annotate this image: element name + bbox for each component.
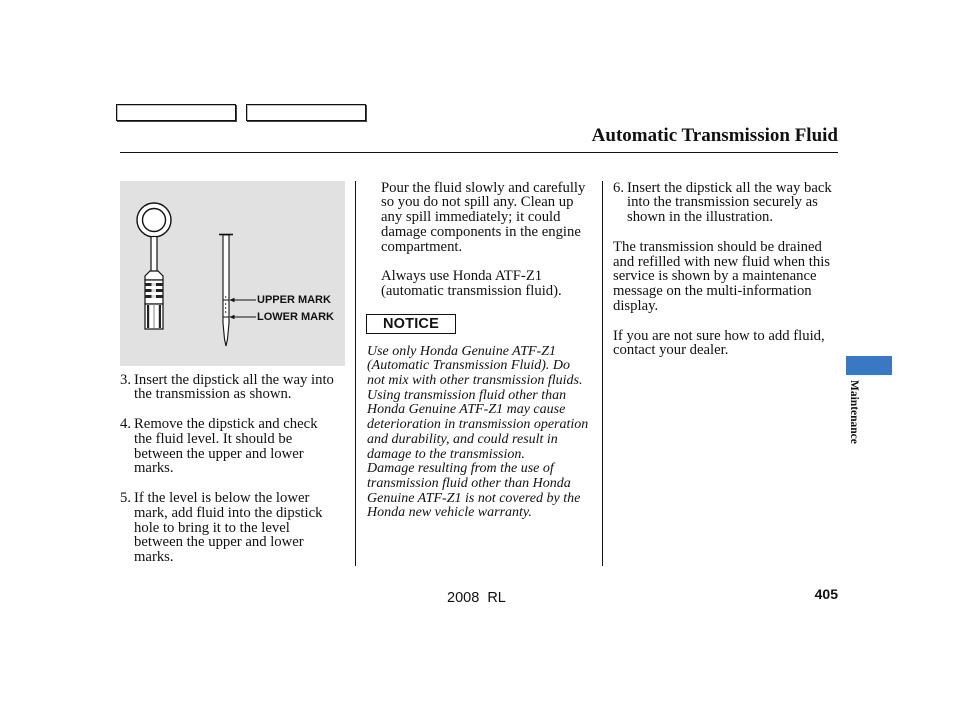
- footer-model: 2008 RL: [447, 590, 506, 606]
- notice-text-line: Damage resulting from the use of: [367, 461, 554, 477]
- step-number: 6.: [613, 179, 625, 196]
- nav-button-left[interactable]: [116, 104, 236, 121]
- step-4: [120, 417, 350, 476]
- notice-text-line: Genuine ATF-Z1 is not covered by the: [367, 490, 581, 506]
- dipstick-handle: [137, 203, 171, 329]
- title-rule: [120, 152, 838, 153]
- grip-highlight: [152, 281, 157, 303]
- step-number: 4.: [120, 415, 132, 432]
- section-tab-label: Maintenance: [848, 380, 860, 444]
- right-column: [613, 181, 841, 373]
- section-tab[interactable]: [846, 356, 892, 375]
- dipstick-illustration: [120, 181, 345, 366]
- notice-text-line: Using transmission fluid other than: [367, 387, 567, 403]
- step-3-text-line: the transmission as shown.: [134, 386, 292, 403]
- notice-text: [367, 345, 597, 521]
- page-number: 405: [814, 586, 838, 602]
- step-6-text: [627, 181, 841, 225]
- drain-refill-note-line: display.: [613, 297, 659, 314]
- nav-button-right[interactable]: [246, 104, 366, 121]
- drain-refill-note-line: The transmission should be drained: [613, 238, 822, 255]
- dipstick-cap: [145, 271, 163, 280]
- dipstick-drawing: [120, 181, 345, 366]
- middle-column: [381, 181, 596, 314]
- step-3-text: [134, 373, 350, 403]
- step-number: 5.: [120, 489, 132, 506]
- notice-text-line: damage to the transmission.: [367, 446, 525, 462]
- column-divider-right: [602, 181, 603, 566]
- left-column: [120, 373, 350, 580]
- step-5-text-line: mark, add fluid into the dipstick: [134, 504, 323, 521]
- dealer-note-line: If you are not sure how to add fluid,: [613, 327, 825, 344]
- dipstick-blade: [223, 235, 229, 346]
- step-4-text: [134, 417, 350, 476]
- drain-refill-note-line: message on the multi-information: [613, 283, 812, 300]
- step-6-text-line: into the transmission securely as: [627, 194, 818, 211]
- lower-mark-callout: [230, 311, 335, 323]
- notice-label: NOTICE: [383, 316, 439, 332]
- step-4-text-line: Remove the dipstick and check: [134, 415, 318, 432]
- step-4-text-line: marks.: [134, 460, 174, 477]
- column-divider-left: [355, 181, 356, 566]
- step-5-text-line: between the upper and lower: [134, 534, 304, 551]
- notice-text-line: not mix with other transmission fluids.: [367, 373, 583, 388]
- step-6-text-line: shown in the illustration.: [627, 209, 774, 226]
- notice-text-line: deterioration in transmission operation: [367, 417, 589, 433]
- lower-mark-label: LOWER MARK: [257, 311, 334, 323]
- lower-mark-arrow-icon: [230, 315, 235, 319]
- notice-text-line: transmission fluid other than Honda: [367, 475, 571, 491]
- pour-instructions: [381, 181, 596, 255]
- step-5-text-line: If the level is below the lower: [134, 489, 310, 506]
- step-6-text-line: Insert the dipstick all the way back: [627, 179, 832, 196]
- dipstick-ring-inner: [143, 209, 166, 232]
- notice-text-line: (Automatic Transmission Fluid). Do: [367, 358, 571, 374]
- drain-refill-note-line: service is shown by a maintenance: [613, 268, 817, 285]
- step-3-text-line: Insert the dipstick all the way into: [134, 371, 334, 388]
- step-number: 3.: [120, 371, 132, 388]
- dealer-note-line: contact your dealer.: [613, 342, 729, 359]
- fluid-type-note-line: Always use Honda ATF-Z1: [381, 268, 543, 285]
- step-5-text: [134, 491, 350, 565]
- notice-text-line: and durability, and could result in: [367, 431, 558, 447]
- drain-refill-note-line: and refilled with new fluid when this: [613, 253, 830, 270]
- pour-instructions-line: any spill immediately; it could: [381, 209, 561, 226]
- pour-instructions-line: damage components in the engine: [381, 223, 581, 240]
- upper-mark-label: UPPER MARK: [257, 294, 331, 306]
- step-5-text-line: marks.: [134, 549, 174, 566]
- step-4-text-line: between the upper and lower: [134, 445, 304, 462]
- upper-mark-arrow-icon: [230, 298, 235, 302]
- fluid-type-note-line: (automatic transmission fluid).: [381, 283, 562, 300]
- drain-refill-note: [613, 240, 841, 314]
- step-6: [613, 181, 841, 225]
- dipstick-shaft: [151, 237, 157, 272]
- notice-text-line: Honda new vehicle warranty.: [367, 505, 532, 521]
- step-5-text-line: hole to bring it to the level: [134, 519, 290, 536]
- notice-text-line: Honda Genuine ATF-Z1 may cause: [367, 402, 566, 418]
- tube-stripe-left: [147, 305, 149, 328]
- step-3: [120, 373, 350, 403]
- notice-text-line: Use only Honda Genuine ATF-Z1: [367, 343, 556, 359]
- notice-box: [366, 314, 456, 334]
- step-5: [120, 491, 350, 565]
- page-title: Automatic Transmission Fluid: [591, 125, 838, 146]
- tube-stripe-right: [159, 305, 161, 328]
- pour-instructions-line: Pour the fluid slowly and carefully: [381, 179, 586, 196]
- upper-mark-callout: [230, 294, 332, 306]
- dipstick-blade-assembly: [219, 235, 233, 347]
- pour-instructions-line: compartment.: [381, 238, 463, 255]
- dealer-note: [613, 329, 841, 359]
- pour-instructions-line: so you do not spill any. Clean up: [381, 194, 574, 211]
- step-4-text-line: the fluid level. It should be: [134, 430, 293, 447]
- fluid-type-note: [381, 269, 596, 299]
